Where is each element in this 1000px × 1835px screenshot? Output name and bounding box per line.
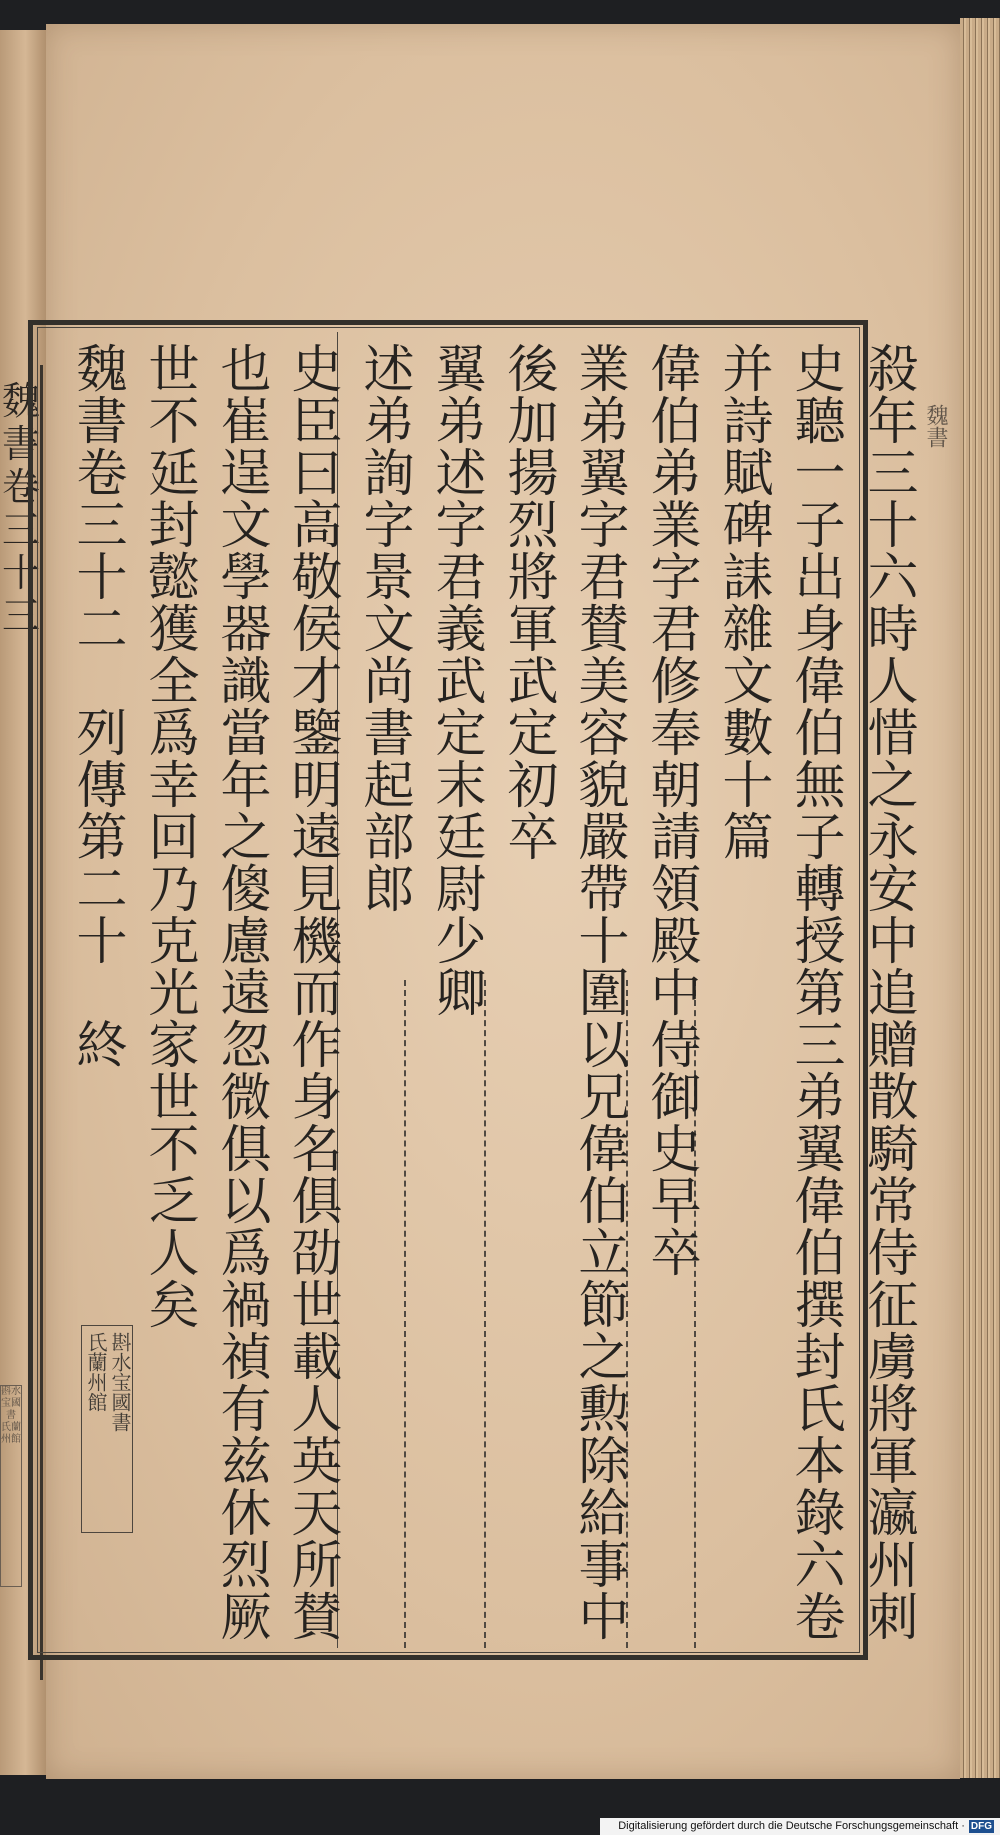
text-column-5: 業弟翼字君賛美容貌嚴帶十圍以兄偉伯立節之勲除給事中 [569,342,628,1642]
previous-page-header: 魏書卷三十三 [2,379,41,638]
text-column-7: 翼弟述字君義武定末廷尉少卿 [426,342,485,1018]
seal-text-column: 斟水宝國書 [108,1332,132,1432]
text-column-3: 并詩賦碑誄雜文數十篇 [713,342,772,862]
text-column-2: 史聽一子出身偉伯無子轉授第三弟翼偉伯撰封氏本錄六卷 [785,342,844,1642]
text-column-11: 世不延封懿獲全爲幸回乃克光家世不乏人矣 [139,342,198,1330]
dfg-logo: DFG [970,1821,992,1832]
book-edge-pages [960,18,1000,1778]
collector-seal [81,1325,133,1533]
credit-text: Digitalisierung gefördert durch die Deutsche Forschungsgemeinschaft · [618,1820,965,1832]
text-column-6: 後加揚烈將軍武定初卒 [498,342,557,862]
text-column-10: 也崔逞文學器識當年之傻慮遠忽微俱以爲禍禎有兹休烈厥 [211,342,270,1642]
seal-text-column: 氏蘭州館 [84,1332,108,1412]
text-column-4: 偉伯弟業字君修奉朝請領殿中侍御史早卒 [641,342,700,1278]
text-column-9: 史臣曰高敬侯才鑒明遠見機而作身名俱劭世載人英天所賛 [282,342,341,1642]
previous-page-seal: 斟水宝國書 氏蘭州館 [0,1385,22,1587]
margin-title: 魏書 [923,404,948,448]
text-column-1: 殺年三十六時人惜之永安中追贈散騎常侍征虜將軍瀛州刺 [858,342,917,1642]
text-column-8: 述弟詢字景文尚書起部郎 [354,342,413,914]
colophon-column: 魏書卷三十二 列傳第二十 終 [67,342,126,1070]
digitization-credit [600,1818,1000,1835]
